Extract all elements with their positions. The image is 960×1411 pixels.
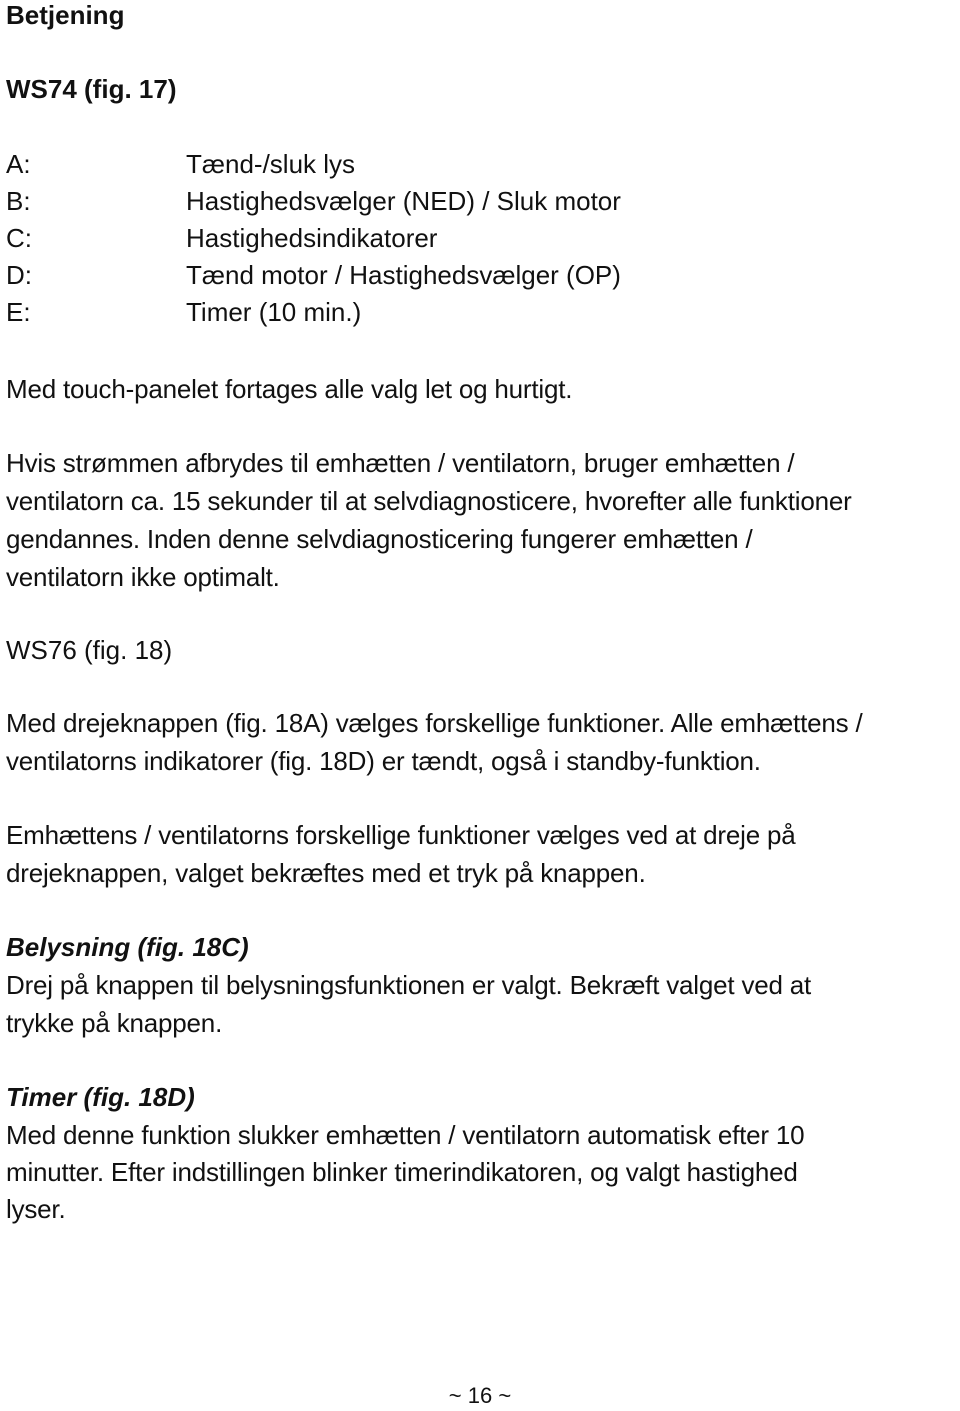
legend-value: Tænd-/sluk lys	[186, 149, 356, 179]
paragraph-line: trykke på knappen.	[6, 1008, 223, 1038]
legend-value: Timer (10 min.)	[186, 297, 362, 327]
timer-heading: Timer (fig. 18D)	[6, 1082, 195, 1112]
paragraph-line: ventilatorns indikatorer (fig. 18D) er tændt, også i standby-funktion.	[6, 746, 761, 776]
legend-key: D:	[6, 260, 32, 290]
legend-value: Hastighedsvælger (NED) / Sluk motor	[186, 186, 621, 216]
legend-value: Tænd motor / Hastighedsvælger (OP)	[186, 260, 621, 290]
paragraph-line: minutter. Efter indstillingen blinker timerindikatoren, og valgt hastighed	[6, 1157, 798, 1187]
page-number: ~ 16 ~	[448, 1383, 512, 1408]
paragraph-line: drejeknappen, valget bekræftes med et tryk på knappen.	[6, 858, 646, 888]
ws74-heading: WS74 (fig. 17)	[6, 74, 177, 104]
paragraph-line: Med drejeknappen (fig. 18A) vælges forskellige funktioner. Alle emhættens /	[6, 708, 863, 738]
legend-key: C:	[6, 223, 32, 253]
paragraph-line: gendannes. Inden denne selvdiagnosticering fungerer emhætten /	[6, 524, 753, 554]
belysning-heading: Belysning (fig. 18C)	[6, 932, 249, 962]
legend-key: A:	[6, 149, 31, 179]
paragraph-line: ventilatorn ikke optimalt.	[6, 562, 280, 592]
paragraph-line: Med denne funktion slukker emhætten / ventilatorn automatisk efter 10	[6, 1120, 805, 1150]
paragraph-line: lyser.	[6, 1194, 66, 1224]
legend-value: Hastighedsindikatorer	[186, 223, 438, 253]
paragraph-line: ventilatorn ca. 15 sekunder til at selvdiagnosticere, hvorefter alle funktioner	[6, 486, 852, 516]
legend-key: B:	[6, 186, 31, 216]
paragraph-line: Emhættens / ventilatorns forskellige funktioner vælges ved at dreje på	[6, 820, 796, 850]
page-title: Betjening	[6, 0, 125, 30]
legend-key: E:	[6, 297, 31, 327]
paragraph-line: Drej på knappen til belysningsfunktionen er valgt. Bekræft valget ved at	[6, 970, 812, 1000]
paragraph-line: Hvis strømmen afbrydes til emhætten / ventilatorn, bruger emhætten /	[6, 448, 795, 478]
ws76-heading: WS76 (fig. 18)	[6, 635, 173, 665]
touch-panel-text: Med touch-panelet fortages alle valg let og hurtigt.	[6, 374, 573, 404]
